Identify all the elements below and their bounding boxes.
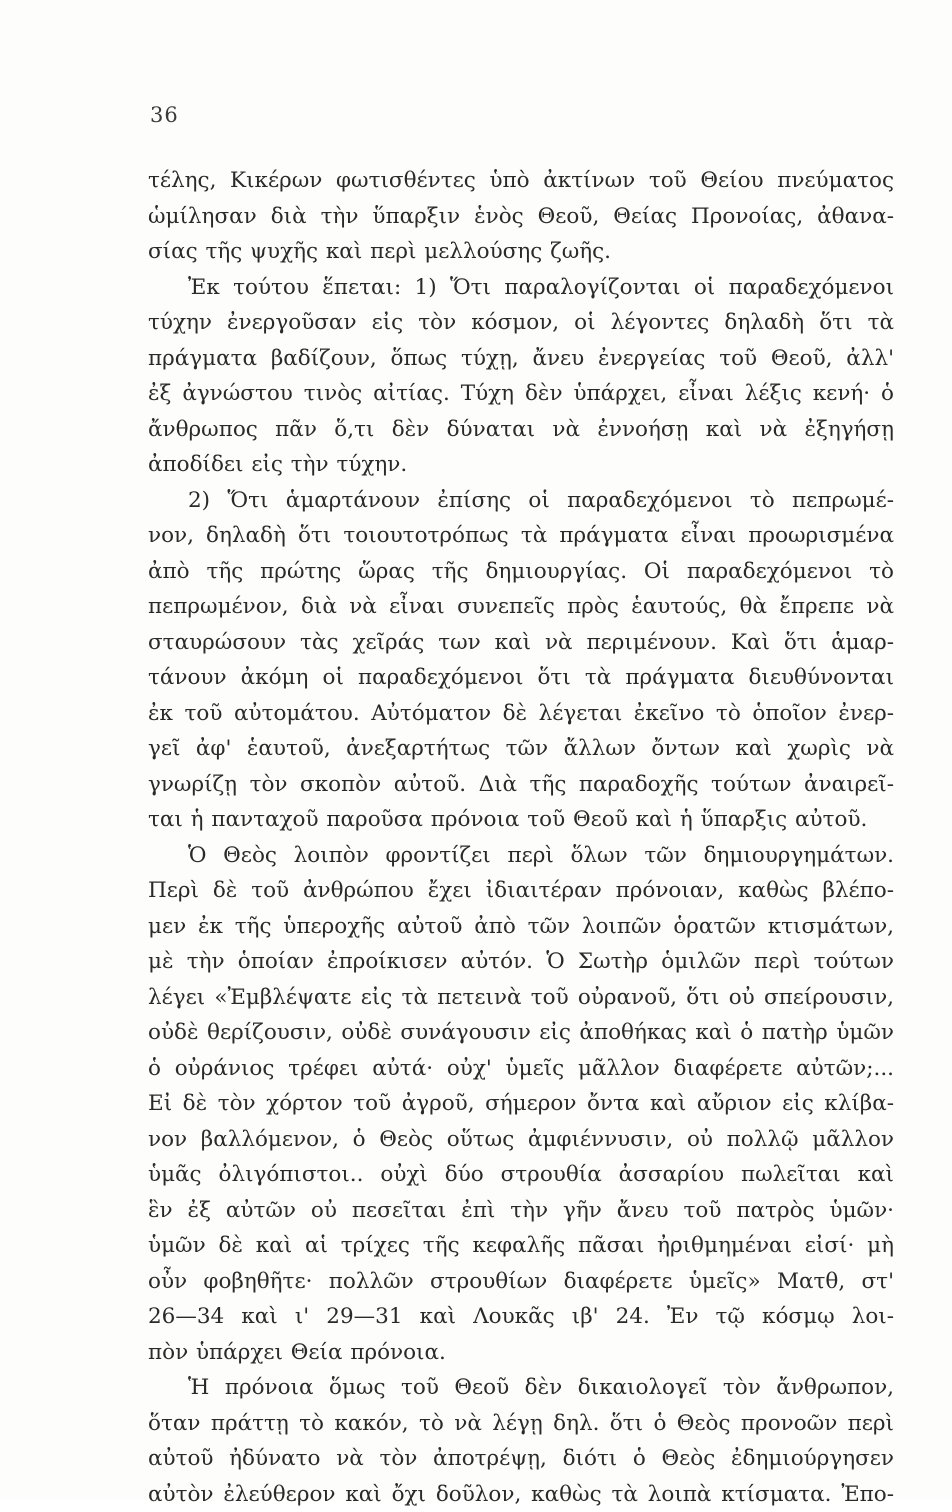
text-line: μὲ τὴν ὁποίαν ἐπροίκισεν αὐτόν. Ὁ Σωτὴρ ὁμιλῶν περὶ τούτων xyxy=(148,944,894,980)
text-line: ἐξ ἀγνώστου τινὸς αἰτίας. Τύχη δὲν ὑπάρχει, εἶναι λέξις κενή· ὁ xyxy=(148,376,894,412)
text-line: ἀποδίδει εἰς τὴν τύχην. xyxy=(148,447,894,483)
text-line: τύχην ἐνεργοῦσαν εἰς τὸν κόσμον, οἱ λέγοντες δηλαδὴ ὅτι τὰ xyxy=(148,305,894,341)
page-number: 36 xyxy=(150,103,179,127)
text-line: σίας τῆς ψυχῆς καὶ περὶ μελλούσης ζωῆς. xyxy=(148,234,894,270)
text-line: ὑμῶν δὲ καὶ αἱ τρίχες τῆς κεφαλῆς πᾶσαι ἠριθμημέναι εἰσί· μὴ xyxy=(148,1228,894,1264)
text-line: γνωρίζῃ τὸν σκοπὸν αὐτοῦ. Διὰ τῆς παραδοχῆς τούτων ἀναιρεῖ- xyxy=(148,767,894,803)
text-line: Εἰ δὲ τὸν χόρτον τοῦ ἀγροῦ, σήμερον ὄντα καὶ αὔριον εἰς κλίβα- xyxy=(148,1086,894,1122)
text-line: Ἡ πρόνοια ὅμως τοῦ Θεοῦ δὲν δικαιολογεῖ τὸν ἄνθρωπον, xyxy=(148,1370,894,1406)
text-line: ὅταν πράττῃ τὸ κακόν, τὸ νὰ λέγῃ δηλ. ὅτι ὁ Θεὸς προνοῶν περὶ xyxy=(148,1406,894,1442)
text-line: αὐτὸν ἐλεύθερον καὶ ὄχι δοῦλον, καθὼς τὰ λοιπὰ κτίσματα. Ἐπο- xyxy=(148,1477,894,1512)
text-line: οὐδὲ θερίζουσιν, οὐδὲ συνάγουσιν εἰς ἀποθήκας καὶ ὁ πατὴρ ὑμῶν xyxy=(148,1015,894,1051)
text-line: οὖν φοβηθῆτε· πολλῶν στρουθίων διαφέρετε ὑμεῖς» Ματθ, στ' xyxy=(148,1264,894,1300)
text-line: ὁ οὐράνιος τρέφει αὐτά· οὐχ' ὑμεῖς μᾶλλον διαφέρετε αὐτῶν;... xyxy=(148,1051,894,1087)
text-line: τέλης, Κικέρων φωτισθέντες ὑπὸ ἀκτίνων τοῦ Θείου πνεύματος xyxy=(148,163,894,199)
text-line: ται ἡ πανταχοῦ παροῦσα πρόνοια τοῦ Θεοῦ καὶ ἡ ὕπαρξις αὐτοῦ. xyxy=(148,802,894,838)
text-line: γεῖ ἀφ' ἑαυτοῦ, ἀνεξαρτήτως τῶν ἄλλων ὄντων καὶ χωρὶς νὰ xyxy=(148,731,894,767)
page-text xyxy=(148,163,894,1512)
text-line: νον βαλλόμενον, ὁ Θεὸς οὕτως ἀμφιέννυσιν, οὐ πολλῷ μᾶλλον xyxy=(148,1122,894,1158)
text-line: μεν ἐκ τῆς ὑπεροχῆς αὐτοῦ ἀπὸ τῶν λοιπῶν ὁρατῶν κτισμάτων, xyxy=(148,909,894,945)
text-line: Ἐκ τούτου ἕπεται: 1) Ὅτι παραλογίζονται οἱ παραδεχόμενοι xyxy=(148,270,894,306)
text-line: Περὶ δὲ τοῦ ἀνθρώπου ἔχει ἰδιαιτέραν πρόνοιαν, καθὼς βλέπο- xyxy=(148,873,894,909)
text-line: πεπρωμένον, διὰ νὰ εἶναι συνεπεῖς πρὸς ἑαυτούς, θὰ ἔπρεπε νὰ xyxy=(148,589,894,625)
text-line: αὐτοῦ ἠδύνατο νὰ τὸν ἀποτρέψῃ, διότι ὁ Θεὸς ἐδημιούργησεν xyxy=(148,1441,894,1477)
text-line: ἓν ἐξ αὐτῶν οὐ πεσεῖται ἐπὶ τὴν γῆν ἄνευ τοῦ πατρὸς ὑμῶν· xyxy=(148,1193,894,1229)
text-line: λέγει «Ἐμβλέψατε εἰς τὰ πετεινὰ τοῦ οὐρανοῦ, ὅτι οὐ σπείρουσιν, xyxy=(148,980,894,1016)
text-line: ὡμίλησαν διὰ τὴν ὕπαρξιν ἑνὸς Θεοῦ, Θείας Προνοίας, ἀθανα- xyxy=(148,199,894,235)
text-line: Ὁ Θεὸς λοιπὸν φροντίζει περὶ ὅλων τῶν δημιουργημάτων. xyxy=(148,838,894,874)
text-line: 26—34 καὶ ι' 29—31 καὶ Λουκᾶς ιβ' 24. Ἐν τῷ κόσμῳ λοι- xyxy=(148,1299,894,1335)
text-line: πράγματα βαδίζουν, ὅπως τύχῃ, ἄνευ ἐνεργείας τοῦ Θεοῦ, ἀλλ' xyxy=(148,341,894,377)
text-line: τάνουν ἀκόμη οἱ παραδεχόμενοι ὅτι τὰ πράγματα διευθύνονται xyxy=(148,660,894,696)
text-line: ἐκ τοῦ αὐτομάτου. Αὐτόματον δὲ λέγεται ἐκεῖνο τὸ ὁποῖον ἐνερ- xyxy=(148,696,894,732)
text-line: σταυρώσουν τὰς χεῖράς των καὶ νὰ περιμένουν. Καὶ ὅτι ἁμαρ- xyxy=(148,625,894,661)
text-line: ἀπὸ τῆς πρώτης ὥρας τῆς δημιουργίας. Οἱ παραδεχόμενοι τὸ xyxy=(148,554,894,590)
text-line: 2) Ὅτι ἁμαρτάνουν ἐπίσης οἱ παραδεχόμενοι τὸ πεπρωμέ- xyxy=(148,483,894,519)
text-line: ὑμᾶς ὀλιγόπιστοι.. οὐχὶ δύο στρουθία ἀσσαρίου πωλεῖται καὶ xyxy=(148,1157,894,1193)
text-line: πὸν ὑπάρχει Θεία πρόνοια. xyxy=(148,1335,894,1371)
text-line: ἄνθρωπος πᾶν ὅ,τι δὲν δύναται νὰ ἐννοήσῃ καὶ νὰ ἐξηγήσῃ xyxy=(148,412,894,448)
text-line: νον, δηλαδὴ ὅτι τοιουτοτρόπως τὰ πράγματα εἶναι προωρισμένα xyxy=(148,518,894,554)
